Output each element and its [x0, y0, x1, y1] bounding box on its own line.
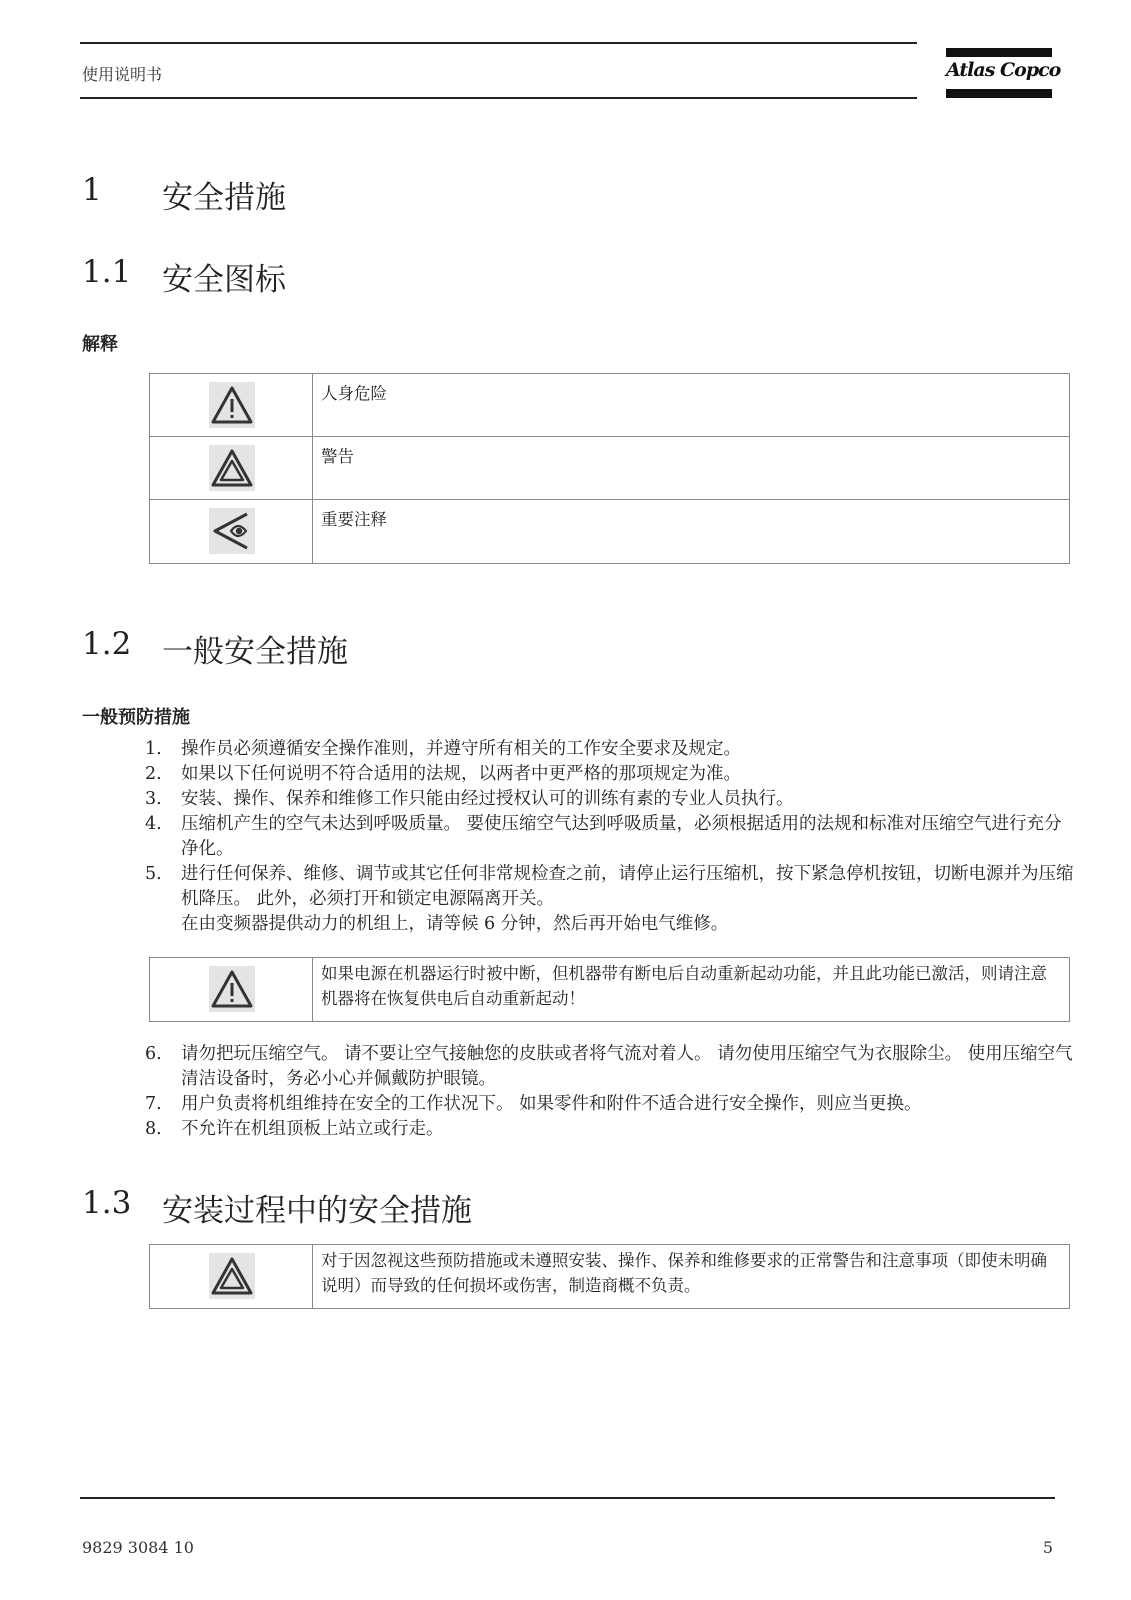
atlas-copco-logo [946, 48, 1061, 100]
list-item: 4. 压缩机产生的空气未达到呼吸质量。 要使压缩空气达到呼吸质量，必须根据适用的法规和标准对压缩空气进行充分净化。 [145, 814, 1062, 859]
list-item-text: 压缩机产生的空气未达到呼吸质量。 要使压缩空气达到呼吸质量，必须根据适用的法规和标准对压缩空气进行充分净化。 [181, 814, 1062, 859]
symbol-description: 人身危险 [321, 384, 387, 403]
symbols-table [149, 373, 1070, 564]
danger-exclamation-icon [209, 382, 255, 428]
header-top-rule [80, 42, 917, 44]
list-item-text: 用户负责将机组维持在安全的工作状况下。 如果零件和附件不适合进行安全操作，则应当更换。 [181, 1094, 922, 1114]
note-text: 如果电源在机器运行时被中断，但机器带有断电后自动重新起动功能，并且此功能已激活，则请注意机器将在恢复供电后自动重新起动！ [321, 964, 1047, 1008]
list-item: 5. 进行任何保养、维修、调节或其它任何非常规检查之前，请停止运行压缩机，按下紧急停机按钮，切断电源并为压缩机降压。 此外，必须打开和锁定电源隔离开关。 在由变频器提供动力的机组上，请等候 6 分钟，然后再开始电气维修。 [145, 862, 1075, 937]
symbol-row [150, 436, 1069, 500]
power-interruption-note [149, 957, 1070, 1022]
section-title: 安全图标 [162, 262, 286, 298]
section-number: 1.1 [82, 254, 132, 290]
list-item-text: 如果以下任何说明不符合适用的法规，以两者中更严格的那项规定为准。 [181, 764, 741, 784]
header-bottom-rule [80, 97, 917, 99]
section-title: 一般安全措施 [162, 634, 348, 670]
footer-rule [80, 1497, 1055, 1499]
list-item-text: 进行任何保养、维修、调节或其它任何非常规检查之前，请停止运行压缩机，按下紧急停机按钮，切断电源并为压缩机降压。 此外，必须打开和锁定电源隔离开关。 [181, 864, 1074, 909]
danger-exclamation-icon [209, 966, 255, 1012]
installation-liability-note [149, 1244, 1070, 1309]
list-item-text: 请勿把玩压缩空气。 请不要让空气接触您的皮肤或者将气流对着人。 请勿使用压缩空气为衣服除尘。 使用压缩空气清洁设备时，务必小心并佩戴防护眼镜。 [181, 1044, 1073, 1089]
eye-note-icon [209, 508, 255, 554]
precautions-list [145, 737, 1075, 937]
list-item-extra-text: 在由变频器提供动力的机组上，请等候 6 分钟，然后再开始电气维修。 [181, 914, 729, 934]
logo-text: Atlas Copco [946, 59, 1061, 81]
section-number: 1.2 [82, 626, 132, 662]
page-number: 5 [1042, 1538, 1053, 1557]
list-item-text: 操作员必须遵循安全操作准则，并遵守所有相关的工作安全要求及规定。 [181, 739, 741, 759]
list-item-text: 安装、操作、保养和维修工作只能由经过授权认可的训练有素的专业人员执行。 [181, 789, 794, 809]
general-precautions-label: 一般预防措施 [82, 707, 190, 728]
list-item: 1. 操作员必须遵循安全操作准则，并遵守所有相关的工作安全要求及规定。 [145, 739, 741, 759]
explanation-label: 解释 [82, 334, 118, 355]
symbol-row [150, 374, 1069, 436]
section-title: 安装过程中的安全措施 [162, 1193, 472, 1229]
warning-triangle-icon [209, 1253, 255, 1299]
list-item-text: 不允许在机组顶板上站立或行走。 [181, 1119, 444, 1139]
list-item: 2. 如果以下任何说明不符合适用的法规，以两者中更严格的那项规定为准。 [145, 764, 741, 784]
list-item: 3. 安装、操作、保养和维修工作只能由经过授权认可的训练有素的专业人员执行。 [145, 789, 794, 809]
document-title: 使用说明书 [82, 65, 163, 84]
list-item: 8. 不允许在机组顶板上站立或行走。 [145, 1119, 444, 1139]
precautions-list-continued [145, 1042, 1075, 1142]
symbol-row [150, 499, 1069, 563]
section-number: 1 [82, 172, 102, 208]
document-number: 9829 3084 10 [82, 1538, 194, 1557]
list-item: 6. 请勿把玩压缩空气。 请不要让空气接触您的皮肤或者将气流对着人。 请勿使用压缩空气为衣服除尘。 使用压缩空气清洁设备时，务必小心并佩戴防护眼镜。 [145, 1044, 1073, 1089]
symbol-description: 重要注释 [321, 510, 387, 529]
section-title: 安全措施 [162, 180, 286, 216]
section-number: 1.3 [82, 1185, 132, 1221]
warning-triangle-icon [209, 445, 255, 491]
list-item: 7. 用户负责将机组维持在安全的工作状况下。 如果零件和附件不适合进行安全操作，则应当更换。 [145, 1094, 922, 1114]
note-text: 对于因忽视这些预防措施或未遵照安装、操作、保养和维修要求的正常警告和注意事项（即使未明确说明）而导致的任何损坏或伤害，制造商概不负责。 [321, 1251, 1047, 1295]
symbol-description: 警告 [321, 447, 354, 466]
